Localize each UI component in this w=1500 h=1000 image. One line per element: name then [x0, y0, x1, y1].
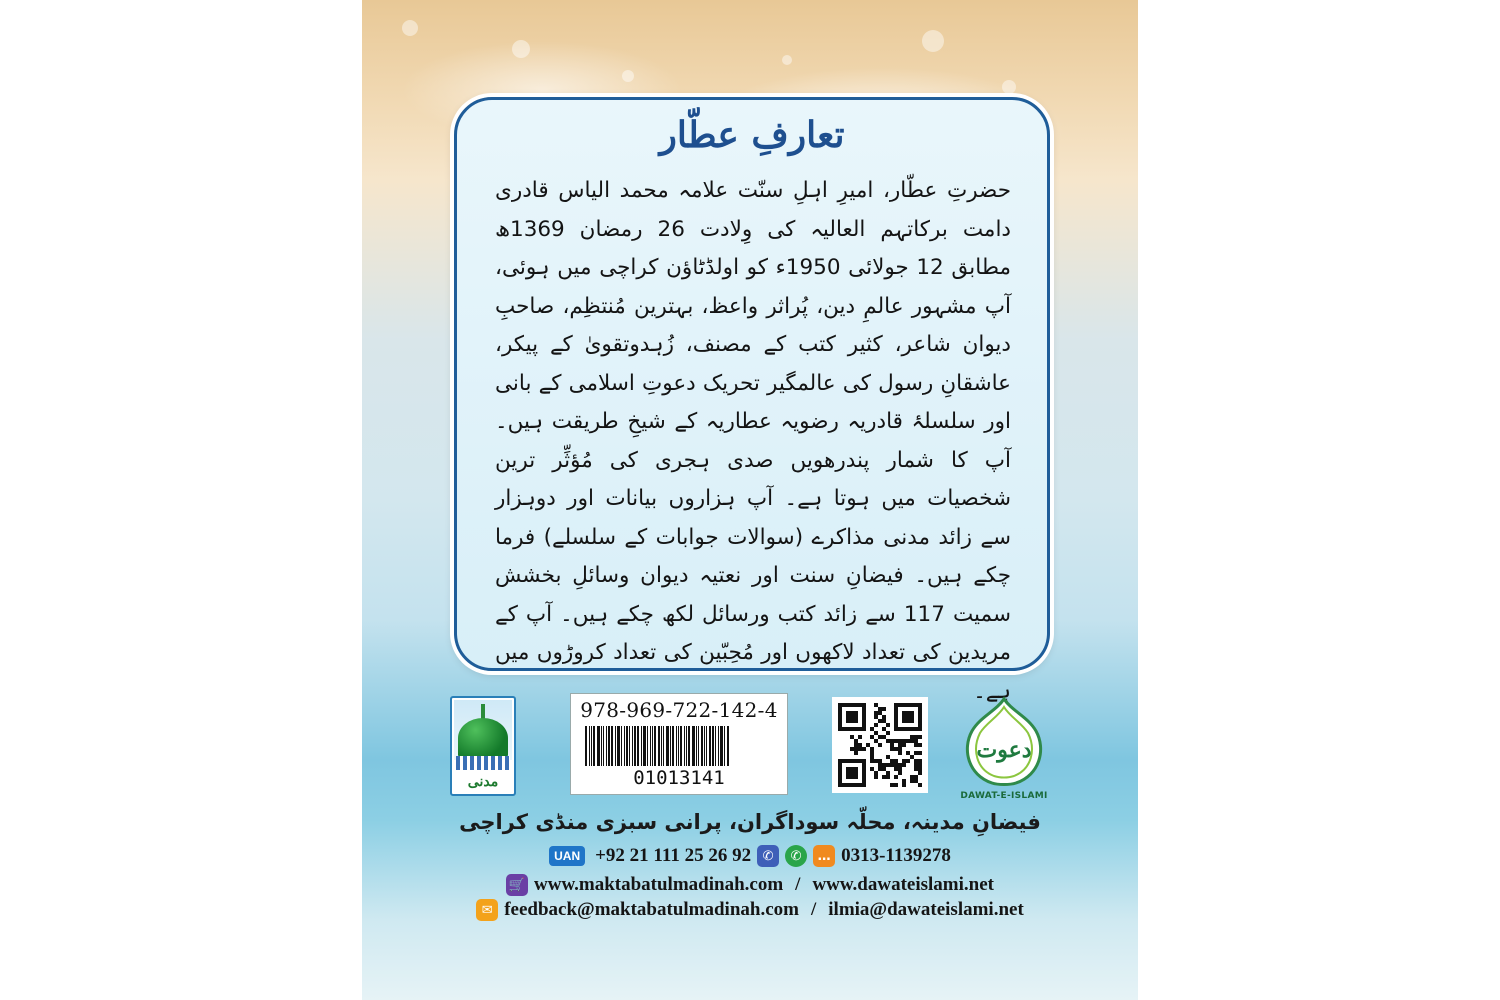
- bokeh-light: [782, 55, 792, 65]
- phone-row: [362, 845, 1138, 867]
- book-back-cover: [362, 0, 1138, 1000]
- mobile-phone[interactable]: 0313-1139278: [841, 845, 951, 866]
- barcode-bar: [661, 726, 662, 766]
- uan-badge: UAN: [549, 846, 585, 866]
- barcode-bar: [593, 726, 595, 766]
- barcode-bar: [606, 726, 607, 766]
- logo-base: [456, 756, 510, 770]
- barcode-bar: [676, 726, 677, 766]
- barcode-bar: [680, 726, 682, 766]
- barcode-bar: [686, 726, 687, 766]
- dawat-caption: DAWAT-E-ISLAMI: [960, 791, 1048, 801]
- barcode-bar: [666, 726, 669, 766]
- barcode-bar: [727, 726, 729, 766]
- cart-icon: 🛒: [506, 874, 528, 896]
- barcode-bar: [672, 726, 674, 766]
- barcode-bar: [712, 726, 714, 766]
- barcode-bar: [611, 726, 613, 766]
- barcode-bar: [684, 726, 685, 766]
- separator: /: [795, 874, 801, 895]
- barcode-bar: [624, 726, 625, 766]
- barcode-bar: [637, 726, 639, 766]
- viber-icon: ✆: [757, 845, 779, 867]
- barcode-number: 01013141: [633, 767, 725, 789]
- bokeh-light: [622, 70, 634, 82]
- barcode-bar: [658, 726, 660, 766]
- barcode-bar: [696, 726, 697, 766]
- barcode-bar: [718, 726, 719, 766]
- barcode-bar: [632, 726, 633, 766]
- mail-icon: ✉: [476, 899, 498, 921]
- barcode-bar: [597, 726, 600, 766]
- barcode-bar: [706, 726, 707, 766]
- barcode-bar: [629, 726, 630, 766]
- barcode-bar: [698, 726, 699, 766]
- barcode-bar: [634, 726, 636, 766]
- barcode-bar: [591, 726, 592, 766]
- barcode-bar: [641, 726, 642, 766]
- barcode-bar: [720, 726, 723, 766]
- barcode-bar: [603, 726, 604, 766]
- bokeh-light: [512, 40, 530, 58]
- madani-channel-logo: [450, 696, 516, 796]
- barcode-bar: [617, 726, 620, 766]
- bokeh-light: [1002, 80, 1016, 94]
- barcode-bar: [589, 726, 590, 766]
- barcode-bar: [678, 726, 679, 766]
- barcode-bar: [654, 726, 656, 766]
- barcode-bar: [692, 726, 695, 766]
- barcode-bar: [650, 726, 651, 766]
- barcode-bar: [601, 726, 602, 766]
- sms-icon: …: [813, 845, 835, 867]
- barcode-bar: [724, 726, 725, 766]
- separator: /: [810, 899, 817, 920]
- barcode-bar: [615, 726, 616, 766]
- barcode-bar: [608, 726, 610, 766]
- email-link-2[interactable]: ilmia@dawateislami.net: [828, 899, 1024, 920]
- barcode-bar: [585, 726, 587, 766]
- svg-text:دعوت: دعوت: [976, 737, 1032, 763]
- dawat-e-islami-logo: [954, 695, 1054, 805]
- madani-logo-text: مدنی: [467, 774, 499, 790]
- isbn-barcode: [570, 693, 788, 795]
- qr-code-icon: [832, 697, 928, 793]
- isbn-number: 978-969-722-142-4: [580, 698, 778, 722]
- email-row: [362, 899, 1138, 921]
- panel-body-text: حضرتِ عطّار، امیرِ اہلِ سنّت علامہ محمد الیاس قادری دامت برکاتہم العالیہ کی وِلادت 26 رمضان 1369ھ مطابق 12 جولائی 1950ء کو اولڈٹاؤن کراچی میں ہوئی، آپ مشہور عالمِ دین، پُراثر واعظ، بہترین مُنتظِم، صاحبِ دیوان شاعر، کثیر کتب کے مصنف، زُہدوتقویٰ کے پیکر، عاشقانِ رسول کی عالمگیر تحریک دعوتِ اسلامی کے بانی اور سلسلۂ قادریہ رضویہ عطاریہ کے شیخِ طریقت ہیں۔ آپ کا شمار پندرھویں صدی ہجری کی مُؤثِّر ترین شخصیات میں ہوتا ہے۔ آپ ہزاروں بیانات اور دوہزار سے زائد مدنی مذاکرے (سوالات جوابات کے سلسلے) فرما چکے ہیں۔ فیضانِ سنت اور نعتیہ دیوان وسائلِ بخشش سمیت 117 سے زائد کتب ورسائل لکھ چکے ہیں۔ آپ کے مریدین کی تعداد لاکھوں اور مُحِبّین کی تعداد کروڑوں میں ہے۔: [495, 178, 1011, 704]
- publisher-address: فیضانِ مدینہ، محلّہ سوداگران، پرانی سبزی منڈی کراچی: [459, 810, 1041, 834]
- uan-phone[interactable]: +92 21 111 25 26 92: [595, 845, 752, 866]
- barcode-bar: [704, 726, 705, 766]
- introduction-panel: [454, 97, 1050, 704]
- qr-code-graphic: [838, 703, 922, 787]
- dawat-emblem-icon: [954, 695, 1054, 791]
- barcode-bar: [626, 726, 628, 766]
- barcode-bar: [647, 726, 648, 766]
- website-link-2[interactable]: www.dawateislami.net: [812, 874, 994, 895]
- barcode-bar: [701, 726, 703, 766]
- barcode-bar: [621, 726, 622, 766]
- barcode-bar: [688, 726, 690, 766]
- barcode-bar: [709, 726, 711, 766]
- panel-title: تعارفِ عطّار: [659, 114, 845, 156]
- barcode-bar: [715, 726, 716, 766]
- whatsapp-icon: ✆: [785, 845, 807, 867]
- green-dome-icon: [458, 718, 508, 758]
- email-link-1[interactable]: feedback@maktabatulmadinah.com: [504, 899, 799, 920]
- barcode-bar: [670, 726, 671, 766]
- barcode-bars: [585, 726, 775, 766]
- website-row: [362, 874, 1138, 896]
- website-link-1[interactable]: www.maktabatulmadinah.com: [534, 874, 784, 895]
- barcode-bar: [643, 726, 646, 766]
- bokeh-light: [402, 20, 418, 36]
- bokeh-light: [922, 30, 944, 52]
- barcode-bar: [652, 726, 653, 766]
- barcode-bar: [663, 726, 664, 766]
